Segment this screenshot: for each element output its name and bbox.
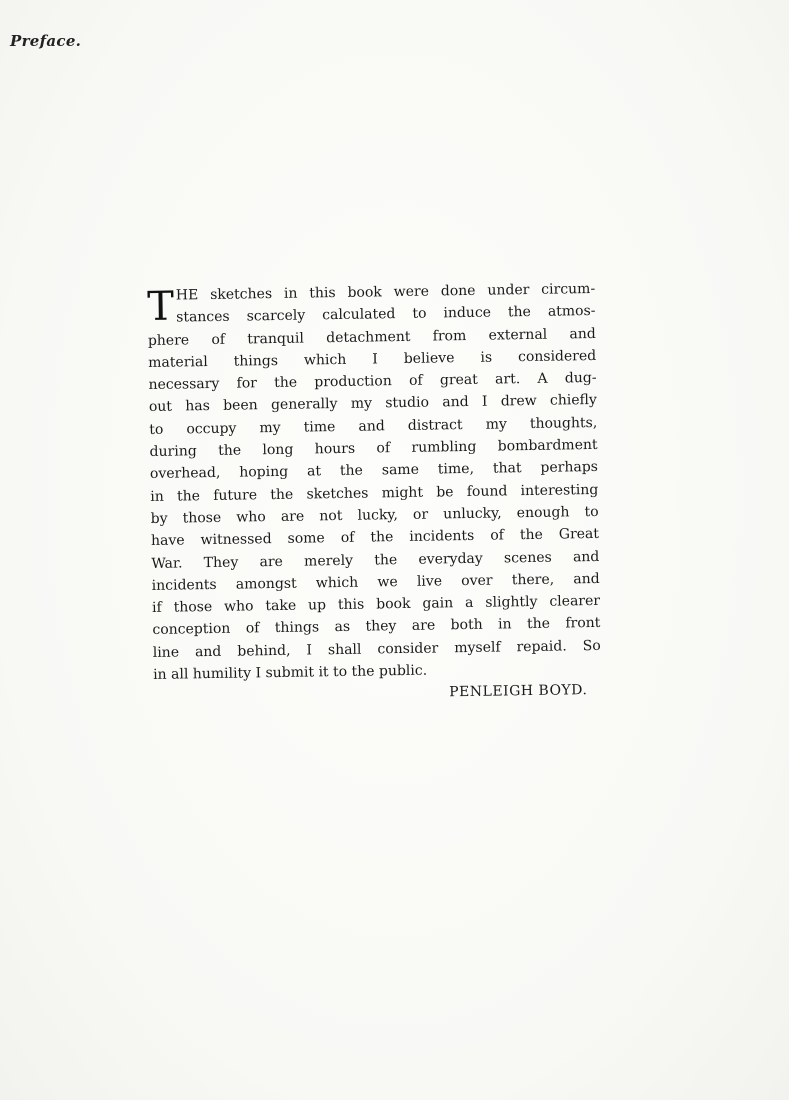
text-line: have witnessed some of the incidents of the Great [150,526,600,550]
text-line: during the long hours of rumbling bombardment [149,437,598,461]
text-line: HE sketches in this book were done under circum- [175,280,596,304]
text-line: stances scarcely calculated to induce the atmos- [176,303,596,326]
text-line: out has been generally my studio and I drew chiefly [148,392,597,416]
text-line: phere of tranquil detachment from external and [147,325,596,349]
drop-cap: T [146,283,175,330]
text-line: to occupy my time and distract my thoughts, [149,414,598,438]
text-line: in all humility I submit it to the public. [153,662,428,683]
running-head: Preface. [10,32,82,50]
preface-text [147,278,602,709]
text-line: material things which I believe is considered [148,347,597,371]
text-line: War. They are merely the everyday scenes and [151,548,600,572]
author-signature: PENLEIGH BOYD. [449,682,588,701]
text-line: by those who are not lucky, or unlucky, enough to [150,503,599,527]
text-line: if those who take up this book gain a slightly clearer [151,593,601,617]
text-line: overhead, hoping at the same time, that perhaps [149,459,599,483]
text-line: incidents amongst which we live over there, and [151,570,600,594]
text-line: necessary for the production of great art. A dug- [148,370,597,394]
text-line: conception of things as they are both in the front [152,615,601,639]
text-line: in the future the sketches might be found interesting [150,481,599,505]
text-line: line and behind, I shall consider myself repaid. So [152,637,601,661]
